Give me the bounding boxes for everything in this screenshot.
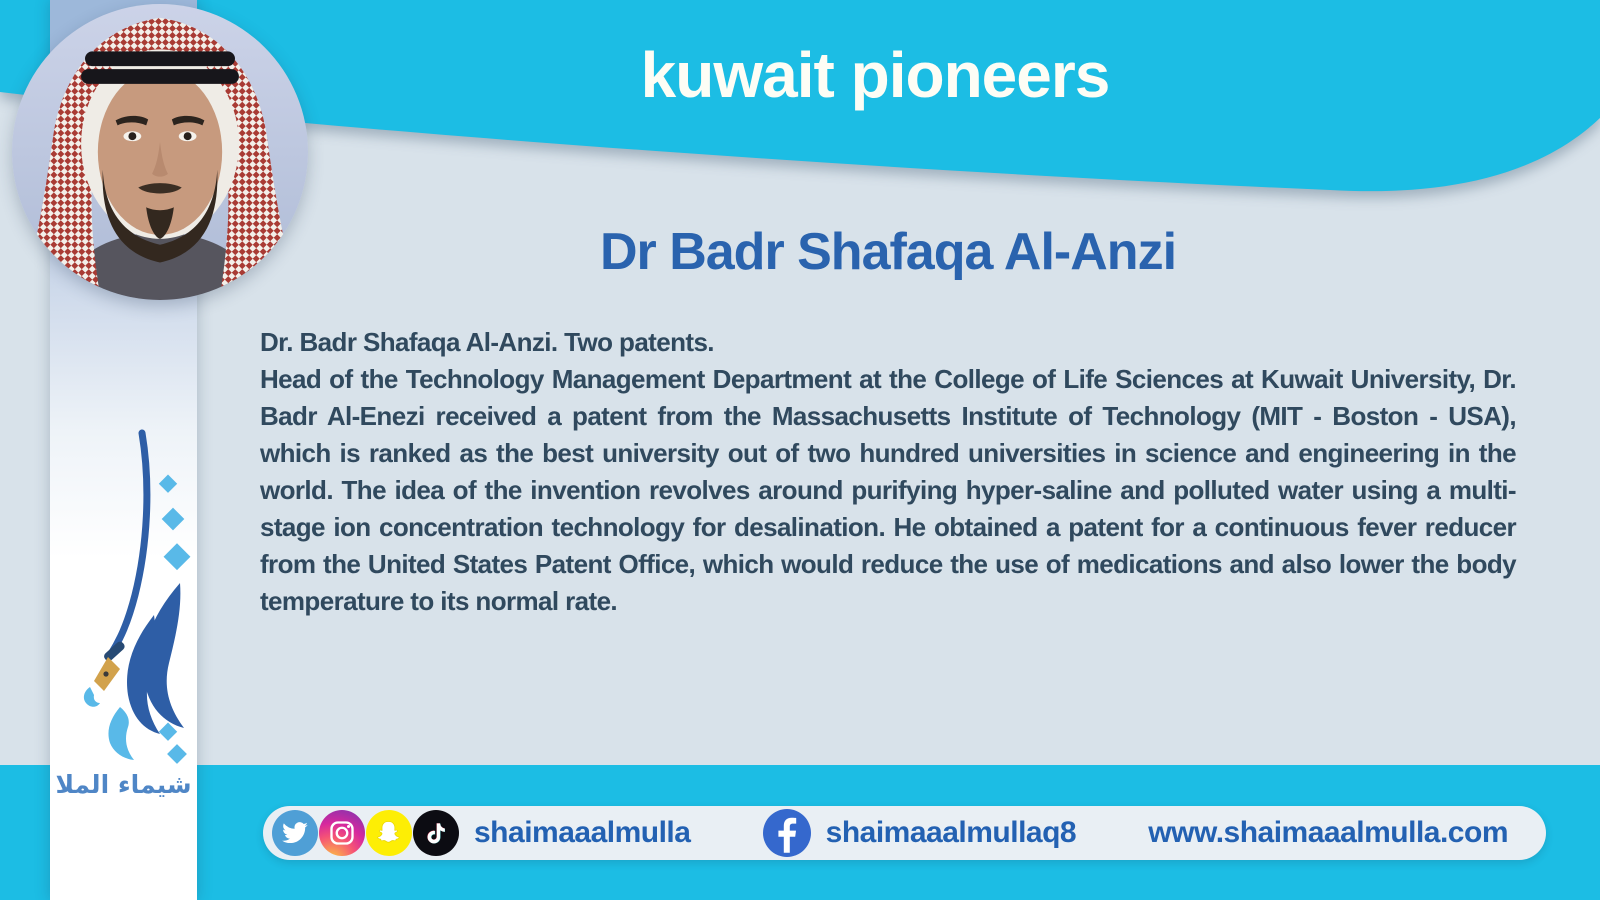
- snapchat-icon[interactable]: [366, 810, 412, 856]
- article-title: Dr Badr Shafaqa Al-Anzi: [599, 223, 1177, 281]
- facebook-handle-group: [763, 809, 1076, 857]
- profile-photo: [12, 4, 308, 300]
- article-body-paragraph: Head of the Technology Management Department at the College of Life Sciences at Kuwait University, Dr. Badr Al-Enezi received a patent from the Massachusetts Institute of Technology (MIT - Boston - USA), which is ranked as the best university out of two hundred universities in science and engineering in the world. The idea of the invention revolves around purifying hyper-saline and polluted water using a multi-stage ion concentration technology for desalination. He obtained a patent for a continuous fever reducer from the United States Patent Office, which would reduce the use of medications and also lower the body temperature to its normal rate.: [260, 364, 1516, 616]
- brand-arabic-name: شيماء الملا: [55, 770, 192, 799]
- social-handle-text[interactable]: shaimaaalmulla: [474, 816, 691, 849]
- social-handle-group: [272, 810, 690, 856]
- portrait-man-ghutra-icon: [12, 4, 308, 300]
- twitter-icon[interactable]: [272, 810, 318, 856]
- instagram-icon[interactable]: [319, 810, 365, 856]
- footer-contact-bar: [263, 806, 1546, 860]
- calligraphy-pen-logo-icon: [50, 425, 197, 770]
- tiktok-icon[interactable]: [413, 810, 459, 856]
- article: [260, 222, 1516, 620]
- facebook-handle-text[interactable]: shaimaaalmullaq8: [825, 816, 1077, 849]
- page-title: kuwait pioneers: [640, 39, 1110, 111]
- facebook-icon[interactable]: [763, 809, 811, 857]
- website-url[interactable]: www.shaimaaalmulla.com: [1148, 816, 1508, 849]
- article-intro-line: Dr. Badr Shafaqa Al-Anzi. Two patents.: [260, 327, 714, 357]
